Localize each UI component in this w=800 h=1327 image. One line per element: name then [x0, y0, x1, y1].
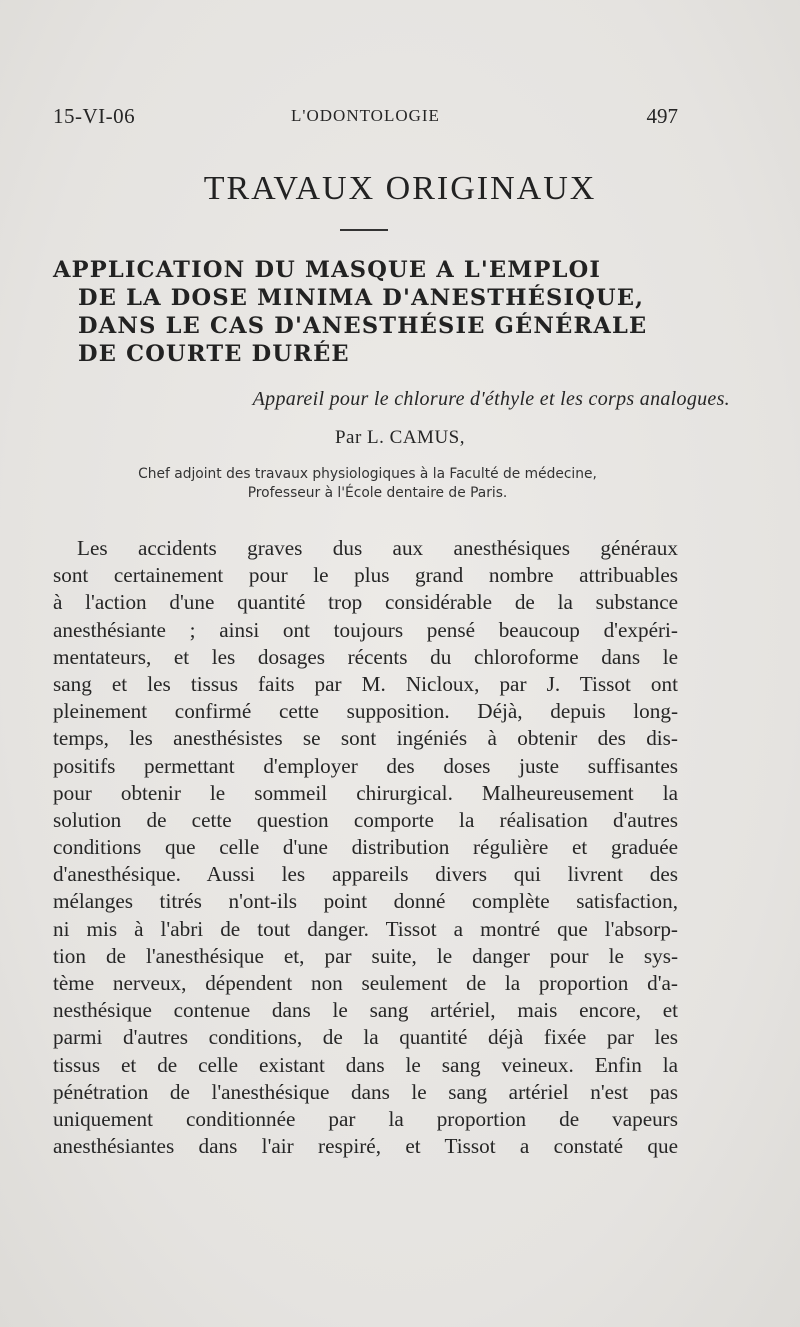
body-line: anesthésiante ; ainsi ont toujours pensé beaucoup d'expéri- — [53, 617, 678, 642]
affiliation-line: Chef adjoint des travaux physiologiques à la Faculté de médecine, — [138, 466, 597, 482]
body-line: tion de l'anesthésique et, par suite, le danger pour le sys- — [53, 943, 678, 968]
body-line: nesthésique contenue dans le sang artériel, mais encore, et — [53, 998, 678, 1023]
body-line: Les accidents graves dus aux anesthésiques généraux — [77, 536, 678, 560]
section-title: TRAVAUX ORIGINAUX — [203, 170, 597, 207]
body-line: tème nerveux, dépendent non seulement de la proportion d'a- — [53, 971, 678, 995]
body-line: sont certainement pour le plus grand nombre attribuables — [53, 563, 678, 588]
body-line: tissus et de celle existant dans le sang veineux. Enfin la — [53, 1052, 678, 1077]
article-title-line: DE LA DOSE MINIMA D'ANESTHÉSIQUE, — [78, 285, 645, 311]
article-subtitle: Appareil pour le chlorure d'éthyle et les corps analogues. — [252, 388, 730, 410]
body-line: à l'action d'une quantité trop considérable de la substance — [53, 590, 678, 615]
body-line: uniquement conditionnée par la proportion de vapeurs — [53, 1106, 678, 1131]
article-title — [53, 256, 683, 368]
body-line: pleinement confirmé cette supposition. Déjà, depuis long- — [53, 699, 678, 724]
body-line: temps, les anesthésistes se sont ingéniés à obtenir des dis- — [53, 726, 678, 751]
body-line: d'anesthésique. Aussi les appareils divers qui livrent des — [53, 862, 678, 887]
body-line: mentateurs, et les dosages récents du chloroforme dans le — [53, 644, 678, 669]
article-title-line: DANS LE CAS D'ANESTHÉSIE GÉNÉRALE — [78, 313, 648, 339]
body-line: parmi d'autres conditions, de la quantité déjà fixée par les — [53, 1025, 678, 1050]
affiliation-line: Professeur à l'École dentaire de Paris. — [247, 485, 508, 501]
author-byline: Par L. CAMUS, — [334, 427, 465, 448]
body-line: ni mis à l'abri de tout danger. Tissot a montré que l'absorp- — [53, 916, 678, 941]
issue-date: 15-VI-06 — [53, 104, 136, 128]
page-number: 497 — [646, 104, 678, 128]
body-line: positifs permettant d'employer des doses juste suffisantes — [53, 753, 678, 778]
journal-name: L'ODONTOLOGIE — [291, 106, 440, 125]
title-rule — [340, 229, 388, 231]
body-line: mélanges titrés n'ont-ils point donné complète satisfaction, — [53, 889, 678, 914]
body-line: pénétration de l'anesthésique dans le sang artériel n'est pas — [53, 1079, 678, 1104]
body-line: solution de cette question comporte la réalisation d'autres — [53, 807, 678, 832]
body-paragraph — [53, 535, 678, 1160]
author-affiliation — [0, 465, 735, 503]
article-title-line: DE COURTE DURÉE — [78, 341, 350, 367]
body-line: anesthésiantes dans l'air respiré, et Tissot a constaté que — [53, 1134, 678, 1159]
body-line: pour obtenir le sommeil chirurgical. Malheureusement la — [53, 780, 678, 805]
body-line: conditions que celle d'une distribution régulière et graduée — [53, 835, 678, 860]
body-line: sang et les tissus faits par M. Nicloux, par J. Tissot ont — [53, 671, 678, 696]
article-title-line: APPLICATION DU MASQUE A L'EMPLOI — [53, 257, 602, 283]
running-head — [53, 104, 678, 134]
